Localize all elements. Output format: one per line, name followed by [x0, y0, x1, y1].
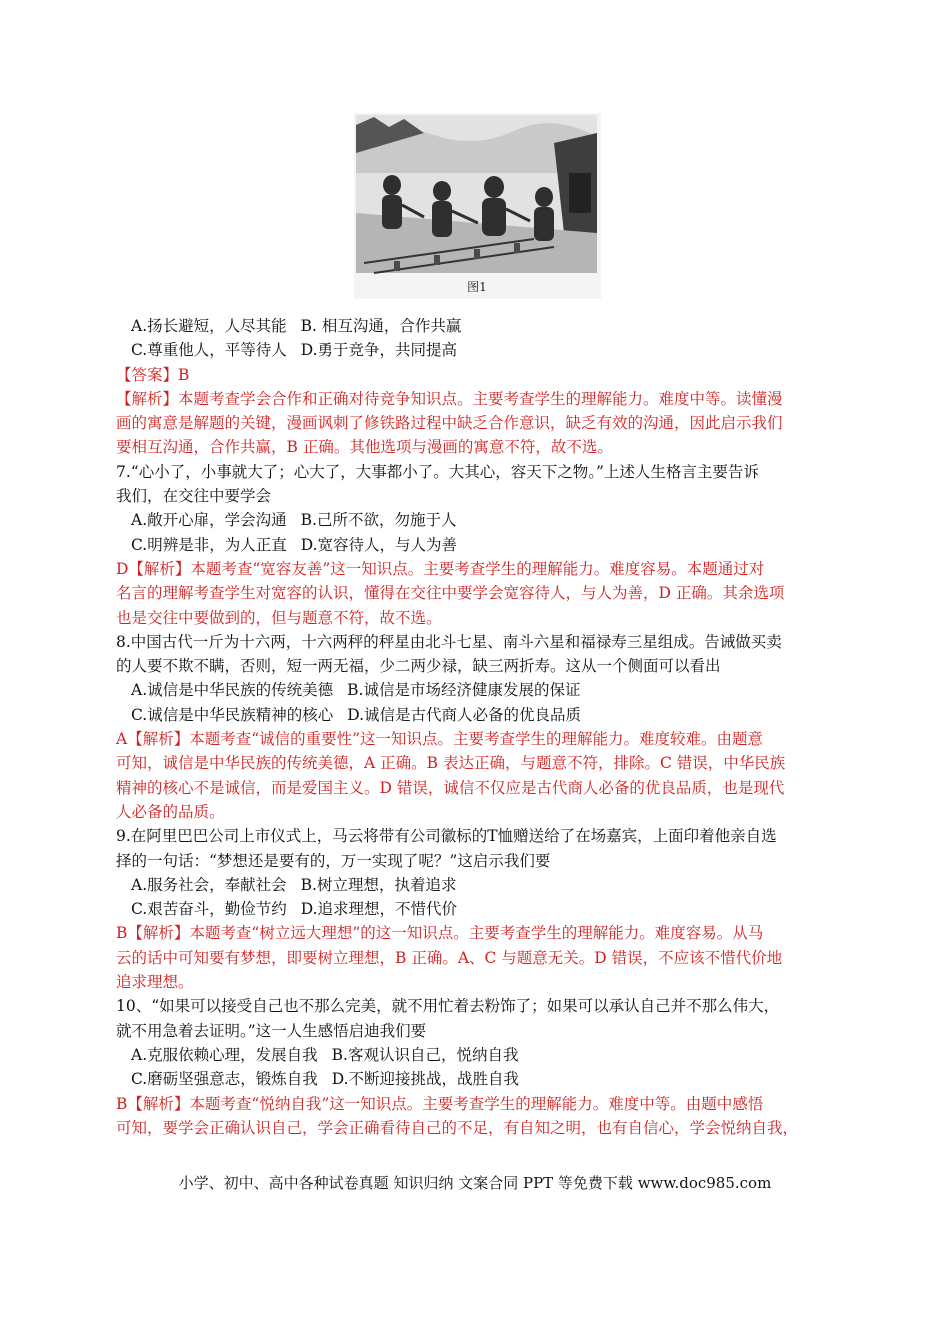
q8-stem-line: 的人要不欺不瞒，否则，短一两无福，少二两少禄，缺三两折寿。这从一个侧面可以看出 [116, 657, 721, 676]
q8-analysis-line: 精神的核心不是诚信，而是爱国主义。D 错误，诚信不仅应是古代商人必备的优良品质，也是现代 [116, 778, 785, 797]
q7-analysis-line: D【解析】本题考查“宽容友善”这一知识点。主要考查学生的理解能力。难度容易。本题通过对 [116, 559, 765, 578]
figure-caption: 图1 [467, 280, 487, 294]
exam-content [116, 314, 840, 1140]
q10-option-c: C.磨砺坚强意志，锻炼自我 [131, 1070, 318, 1089]
q10-analysis-line: 可知，要学会正确认识自己，学会正确看待自己的不足，有自知之明，也有自信心，学会悦纳自我， [116, 1118, 799, 1137]
q10-options-row-2 [116, 1067, 840, 1091]
q7-analysis-line: 名言的理解考查学生对宽容的认识，懂得在交往中要学会宽容待人，与人为善，D 正确。其余选项 [116, 584, 785, 603]
q9-analysis-line: 云的话中可知要有梦想，即要树立理想，B 正确。A、C 与题意无关。D 错误，不应该不惜代价地 [116, 948, 783, 967]
q8-analysis-line: A【解析】本题考查“诚信的重要性”这一知识点。主要考查学生的理解能力。难度较难。由题意 [116, 730, 764, 749]
q6-analysis-line: 画的寓意是解题的关键，漫画讽刺了修铁路过程中缺乏合作意识，缺乏有效的沟通，因此启示我们 [116, 414, 783, 433]
q6-analysis-line: 【解析】本题考查学会合作和正确对待竞争知识点。主要考查学生的理解能力。难度中等。读懂漫 [116, 389, 783, 408]
q10-options-row-1 [116, 1043, 840, 1067]
q6-option-b: B. 相互沟通，合作共赢 [300, 317, 462, 335]
q7-stem-line: 我们，在交往中要学会 [116, 487, 272, 506]
q6-answer: 【答案】B [116, 365, 190, 384]
q10-stem-line: 就不用急着去证明。”这一人生感悟启迪我们要 [116, 1021, 427, 1040]
q7-options-row-2 [116, 533, 840, 557]
q8-option-a: A.诚信是中华民族的传统美德 [131, 681, 334, 700]
q9-stem-line: 9.在阿里巴巴公司上市仪式上，马云将带有公司徽标的T恤赠送给了在场嘉宾，上面印着他亲自选 [116, 827, 777, 846]
q10-stem-line: 10、“如果可以接受自己也不那么完美，就不用忙着去粉饰了；如果可以承认自己并不那么伟大， [116, 997, 780, 1016]
q9-options-row-2 [116, 897, 840, 921]
q6-option-a: A.扬长避短，人尽其能 [131, 317, 287, 335]
q8-analysis-line: 人必备的品质。 [116, 802, 225, 821]
q9-options-row-1 [116, 873, 840, 897]
q10-analysis-line: B【解析】本题考查“悦纳自我”这一知识点。主要考查学生的理解能力。难度中等。由题中感悟 [116, 1094, 764, 1113]
q8-option-b: B.诚信是市场经济健康发展的保证 [347, 681, 581, 700]
q8-options-row-1 [116, 678, 840, 702]
q8-analysis-line: 可知，诚信是中华民族的传统美德，A 正确。B 表达正确，与题意不符，排除。C 错误，中华民族 [116, 754, 786, 773]
q6-option-c: C.尊重他人，平等待人 [131, 341, 287, 360]
q9-stem-line: 择的一句话：“梦想还是要有的，万一实现了呢？”这启示我们要 [116, 851, 551, 870]
q9-option-b: B.树立理想，执着追求 [300, 875, 457, 894]
q7-option-d: D.宽容待人，与人为善 [300, 535, 458, 554]
q9-analysis-line: B【解析】本题考查“树立远大理想”的这一知识点。主要考查学生的理解能力。难度容易。从马 [116, 924, 764, 943]
q8-stem-line: 8.中国古代一斤为十六两，十六两秤的秤星由北斗七星、南斗六星和福禄寿三星组成。告诫做买卖 [116, 632, 782, 651]
q7-stem-line: 7.“心小了，小事就大了；心大了，大事都小了。大其心，容天下之物。”上述人生格言主要告诉 [116, 462, 759, 481]
q7-analysis-line: 也是交往中要做到的，但与题意不符，故不选。 [116, 608, 442, 627]
q10-option-d: D.不断迎接挑战，战胜自我 [331, 1070, 520, 1089]
q7-option-c: C.明辨是非，为人正直 [131, 535, 287, 554]
q10-option-a: A.克服依赖心理，发展自我 [131, 1045, 318, 1064]
q7-options-row-1 [116, 508, 840, 532]
q9-option-d: D.追求理想，不惜代价 [300, 900, 458, 919]
q8-options-row-2 [116, 703, 840, 727]
q9-option-c: C.艰苦奋斗，勤俭节约 [131, 900, 287, 919]
q7-option-b: B.己所不欲，勿施于人 [300, 511, 457, 530]
cartoon-figure [354, 113, 601, 299]
q10-option-b: B.客观认识自己，悦纳自我 [331, 1045, 519, 1064]
cartoon-illustration [354, 113, 601, 299]
q6-option-d: D.勇于竞争，共同提高 [300, 341, 458, 360]
page-footer: 小学、初中、高中各种试卷真题 知识归纳 文案合同 PPT 等免费下载 www.doc985.com [178, 1174, 772, 1192]
q8-option-d: D.诚信是古代商人必备的优良品质 [347, 705, 582, 724]
q6-options-row-2 [116, 338, 840, 362]
q9-analysis-line: 追求理想。 [116, 973, 194, 992]
q9-option-a: A.服务社会，奉献社会 [131, 875, 287, 894]
q6-options-row-1 [116, 314, 840, 338]
q6-analysis-line: 要相互沟通，合作共赢，B 正确。其他选项与漫画的寓意不符，故不选。 [116, 438, 613, 457]
q8-option-c: C.诚信是中华民族精神的核心 [131, 705, 334, 724]
q7-option-a: A.敞开心扉，学会沟通 [131, 511, 287, 530]
